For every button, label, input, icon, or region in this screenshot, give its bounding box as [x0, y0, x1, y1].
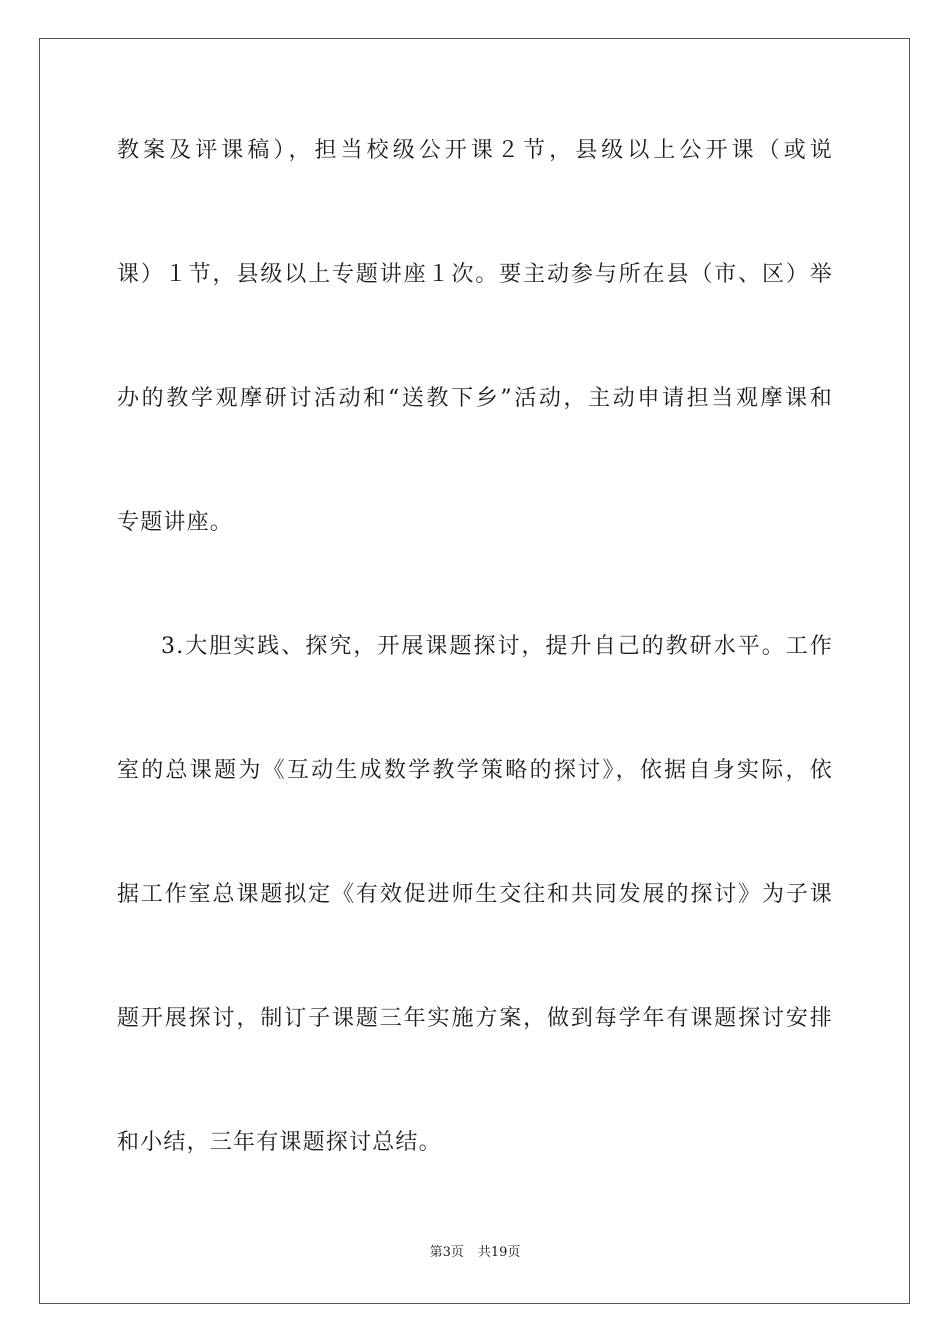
- body-text-line: 办的教学观摩研讨活动和“送教下乡”活动，主动申请担当观摩课和: [117, 386, 833, 411]
- body-text-line: 专题讲座。: [117, 510, 234, 535]
- body-text-line: 课）１节，县级以上专题讲座１次。要主动参与所在县（市、区）举: [117, 262, 833, 287]
- body-text-line: 室的总课题为《互动生成数学教学策略的探讨》，依据自身实际，依: [117, 758, 833, 783]
- page-total: 共19页: [477, 1245, 521, 1260]
- page-footer: [0, 1245, 950, 1261]
- body-text-line: 和小结，三年有课题探讨总结。: [117, 1130, 442, 1155]
- body-text-line: 题开展探讨，制订子课题三年实施方案，做到每学年有课题探讨安排: [117, 1006, 833, 1031]
- body-text-line: 教案及评课稿），担当校级公开课２节，县级以上公开课（或说: [117, 138, 833, 163]
- page-border: [39, 38, 910, 1304]
- page-number: 第3页: [429, 1245, 464, 1260]
- body-text-line: 3.大胆实践、探究，开展课题探讨，提升自己的教研水平。工作: [161, 634, 833, 659]
- body-text-line: 据工作室总课题拟定《有效促进师生交往和共同发展的探讨》为子课: [117, 882, 833, 907]
